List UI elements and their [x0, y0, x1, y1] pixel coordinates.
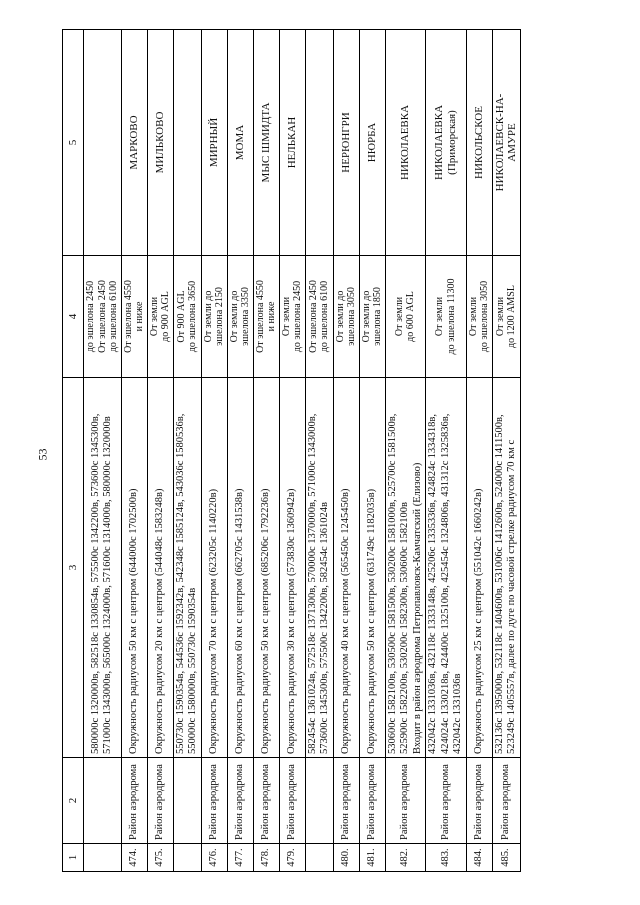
row-number: 482. — [385, 844, 426, 872]
name-line: МОМА — [233, 124, 246, 161]
name-line: МЫС ШМИДТА — [259, 102, 272, 183]
row-number: 480. — [333, 844, 359, 872]
alt-line: до 600 AGL — [405, 291, 417, 342]
header-col-1: 1 — [63, 844, 84, 872]
altitude-limits — [253, 256, 279, 378]
alt-line: От земли до — [202, 290, 214, 343]
desc-line: Окружность радиусом 70 км с центром (623205с 1140220в) — [207, 488, 219, 754]
altitude-limits — [385, 256, 426, 378]
header-row — [63, 30, 84, 872]
table-body — [84, 30, 521, 872]
aerodrome-name — [305, 30, 333, 256]
desc-line: Окружность радиусом 30 км с центром (573830с 1360942в) — [285, 488, 297, 754]
desc-line: 582454с 1361024в, 572518с 1371300в, 570000с 1370000в, 571000с 1343000в, — [306, 413, 318, 754]
row-number — [84, 844, 122, 872]
alt-line: до эшелона 3650 — [187, 280, 198, 353]
zone-type: Район аэродрома — [333, 758, 359, 844]
alt-line: От земли — [434, 296, 446, 337]
alt-line: эшелона 3050 — [346, 287, 357, 346]
zone-type — [84, 758, 122, 844]
alt-line: От земли — [280, 296, 292, 337]
alt-line: до эшелона 6100 — [319, 280, 330, 353]
desc-line: 571000с 1343000в, 565000с 1324000в, 571600с 1314000в, 580000с 1320000в — [102, 416, 114, 754]
alt-line: до эшелона 2450 — [292, 280, 303, 353]
aerodrome-name — [385, 30, 426, 256]
altitude-limits — [227, 256, 253, 378]
row-number: 485. — [492, 844, 520, 872]
table-row — [333, 30, 359, 872]
desc-line: 525900с 1582200в, 530200с 1582300в, 530600с 1582100в — [399, 502, 410, 754]
alt-line: до эшелона 11300 — [445, 278, 457, 355]
row-number: 481. — [359, 844, 385, 872]
alt-line: до 900 AGL — [160, 291, 171, 342]
zone-type — [173, 758, 201, 844]
desc-line: 432042с 1331036в — [452, 673, 463, 754]
table-row — [426, 30, 467, 872]
zone-type: Район аэродрома — [147, 758, 173, 844]
alt-line: От земли — [148, 296, 160, 337]
name-line: АМУРЕ — [506, 123, 518, 162]
zone-type: Район аэродрома — [279, 758, 305, 844]
alt-line: эшелона 3350 — [240, 287, 251, 346]
alt-line: От земли — [494, 296, 506, 337]
row-number — [305, 844, 333, 872]
zone-boundaries — [359, 378, 385, 758]
table-row — [253, 30, 279, 872]
name-line: НЕРЮНГРИ — [339, 112, 352, 173]
desc-line: 550730с 1590354в, 544536с 1592342в, 542348с 1585124в, 543036с 1580536в, — [174, 413, 186, 754]
desc-line: Окружность радиусом 50 км с центром (685206с 1792236в) — [259, 488, 271, 754]
alt-line: От эшелона 4550 — [122, 280, 134, 353]
table-row — [305, 30, 333, 872]
desc-line: 580000с 1320000в, 582518с 1330854в, 575500с 1342200в, 573600с 1345300в, — [89, 413, 101, 754]
aerodrome-name — [359, 30, 385, 256]
zone-type: Район аэродрома — [253, 758, 279, 844]
desc-line: Окружность радиусом 40 км с центром (565450с 1245450в) — [339, 488, 351, 754]
row-number: 483. — [426, 844, 467, 872]
header-col-3: 3 — [63, 378, 84, 758]
alt-line: до эшелона 3050 — [479, 280, 490, 353]
zone-boundaries — [385, 378, 426, 758]
alt-line: От эшелона 4550 — [254, 280, 266, 353]
altitude-limits — [84, 256, 122, 378]
zone-boundaries — [466, 378, 492, 758]
altitude-limits — [333, 256, 359, 378]
page-number: 53 — [35, 448, 50, 461]
row-number — [173, 844, 201, 872]
row-number: 478. — [253, 844, 279, 872]
desc-line: 424024с 1330218в, 424400с 1325100в, 425454с 1324806в, 431312с 1325836в, — [439, 413, 451, 754]
alt-line: От земли до — [334, 290, 346, 343]
table-row — [201, 30, 227, 872]
desc-line: 532136с 1395000в, 532118с 1404600в, 531006с 1412600в, 524000с 1411500в, — [493, 414, 505, 754]
zone-boundaries — [201, 378, 227, 758]
aerodrome-name — [173, 30, 201, 256]
altitude-limits — [173, 256, 201, 378]
alt-line: От земли — [393, 296, 405, 337]
aerodrome-name — [426, 30, 467, 256]
altitude-limits — [305, 256, 333, 378]
alt-line: эшелона 1850 — [372, 287, 383, 346]
table-row — [385, 30, 426, 872]
row-number: 475. — [147, 844, 173, 872]
name-line: НЕЛЬКАН — [285, 116, 298, 169]
zone-type: Район аэродрома — [227, 758, 253, 844]
row-number: 476. — [201, 844, 227, 872]
aerodrome-name — [201, 30, 227, 256]
altitude-limits — [466, 256, 492, 378]
name-line: МИРНЫЙ — [207, 117, 220, 168]
zone-boundaries — [147, 378, 173, 758]
desc-line: Окружность радиусом 50 км с центром (631749с 1182035в) — [365, 488, 377, 754]
altitude-limits — [426, 256, 467, 378]
zone-boundaries — [173, 378, 201, 758]
alt-line: и ниже — [266, 301, 277, 332]
zone-type: Район аэродрома — [201, 758, 227, 844]
desc-line: 573600с 1345300в, 575500с 1342200в, 582454с 1361024в — [319, 502, 330, 754]
row-number: 484. — [466, 844, 492, 872]
table-row — [227, 30, 253, 872]
alt-line: до эшелона 6100 — [108, 280, 119, 353]
alt-line: От земли — [467, 296, 479, 337]
aerodrome-name — [227, 30, 253, 256]
name-line: НИКОЛАЕВКА — [399, 104, 411, 181]
alt-line: до 1200 AMSL — [506, 285, 517, 348]
desc-line: Окружность радиусом 60 км с центром (662705с 1431538в) — [233, 488, 245, 754]
altitude-limits — [121, 256, 147, 378]
name-line: МИЛЬКОВО — [153, 111, 166, 174]
zone-boundaries — [84, 378, 122, 758]
table-row — [492, 30, 520, 872]
altitude-limits — [359, 256, 385, 378]
alt-line: и ниже — [134, 301, 145, 332]
aerodrome-name — [147, 30, 173, 256]
aerodrome-name — [253, 30, 279, 256]
aerodrome-name — [333, 30, 359, 256]
alt-line: От 900 AGL — [175, 290, 187, 343]
name-line: НИКОЛАЕВКА — [433, 104, 446, 181]
zone-boundaries — [253, 378, 279, 758]
zone-boundaries — [121, 378, 147, 758]
table-row — [84, 30, 122, 872]
name-line: НИКОЛЬСКОЕ — [472, 106, 485, 179]
header-col-2: 2 — [63, 758, 84, 844]
name-line: НИКОЛАЕВСК-НА- — [493, 93, 506, 192]
aerodrome-name — [84, 30, 122, 256]
aerodrome-name — [466, 30, 492, 256]
table-row — [173, 30, 201, 872]
zone-type: Район аэродрома — [426, 758, 467, 844]
altitude-limits — [147, 256, 173, 378]
header-col-4: 4 — [63, 256, 84, 378]
desc-line: 530600с 1582100в, 530500с 1581500в, 530200с 1581000в, 525700с 1581500в, — [386, 413, 398, 754]
name-line: МАРКОВО — [127, 115, 140, 170]
table-row — [121, 30, 147, 872]
table-row — [466, 30, 492, 872]
desc-line: Входит в район аэродрома Петропавловск-Камчатский (Елизово) — [411, 462, 423, 754]
name-line: (Приморская) — [445, 110, 458, 175]
desc-line: 523249с 1405557в, далее по дуге по часовой стрелке радиусом 70 км с — [506, 439, 517, 754]
alt-line: От эшелона 2450 — [307, 280, 319, 353]
row-number: 479. — [279, 844, 305, 872]
aerodrome-name — [121, 30, 147, 256]
desc-line: Окружность радиусом 50 км с центром (644000с 1702500в) — [127, 488, 139, 754]
altitude-limits — [201, 256, 227, 378]
zone-type: Район аэродрома — [359, 758, 385, 844]
alt-line: эшелона 2150 — [214, 287, 225, 346]
zone-boundaries — [333, 378, 359, 758]
desc-line: 550000с 1580000в, 550730с 1590354в — [187, 587, 198, 754]
row-number: 477. — [227, 844, 253, 872]
zone-type: Район аэродрома — [492, 758, 520, 844]
aerodrome-name — [492, 30, 520, 256]
zone-type: Район аэродрома — [466, 758, 492, 844]
alt-line: От земли до — [360, 290, 372, 343]
desc-line: Окружность радиусом 20 км с центром (544048с 1583248в) — [153, 488, 165, 754]
header-col-5: 5 — [63, 30, 84, 256]
zone-type: Район аэродрома — [385, 758, 426, 844]
alt-line: до эшелона 2450 — [85, 280, 96, 353]
row-number: 474. — [121, 844, 147, 872]
table-row — [359, 30, 385, 872]
table-row — [147, 30, 173, 872]
name-line: НЮРБА — [365, 122, 378, 163]
zone-boundaries — [492, 378, 520, 758]
alt-line: От эшелона 2450 — [96, 280, 108, 353]
zone-boundaries — [279, 378, 305, 758]
desc-line: Окружность радиусом 25 км с центром (551042с 1660242в) — [472, 488, 484, 754]
altitude-limits — [279, 256, 305, 378]
airspace-table — [62, 29, 521, 872]
table-row — [279, 30, 305, 872]
zone-boundaries — [305, 378, 333, 758]
zone-type: Район аэродрома — [121, 758, 147, 844]
altitude-limits — [492, 256, 520, 378]
desc-line: 432042с 1331036в, 432118с 1333148в, 425206с 1335336в, 424824с 1334318в, — [427, 414, 438, 754]
aerodrome-name — [279, 30, 305, 256]
zone-type — [305, 758, 333, 844]
rotated-page — [62, 30, 578, 872]
zone-boundaries — [426, 378, 467, 758]
zone-boundaries — [227, 378, 253, 758]
alt-line: От земли до — [228, 290, 240, 343]
